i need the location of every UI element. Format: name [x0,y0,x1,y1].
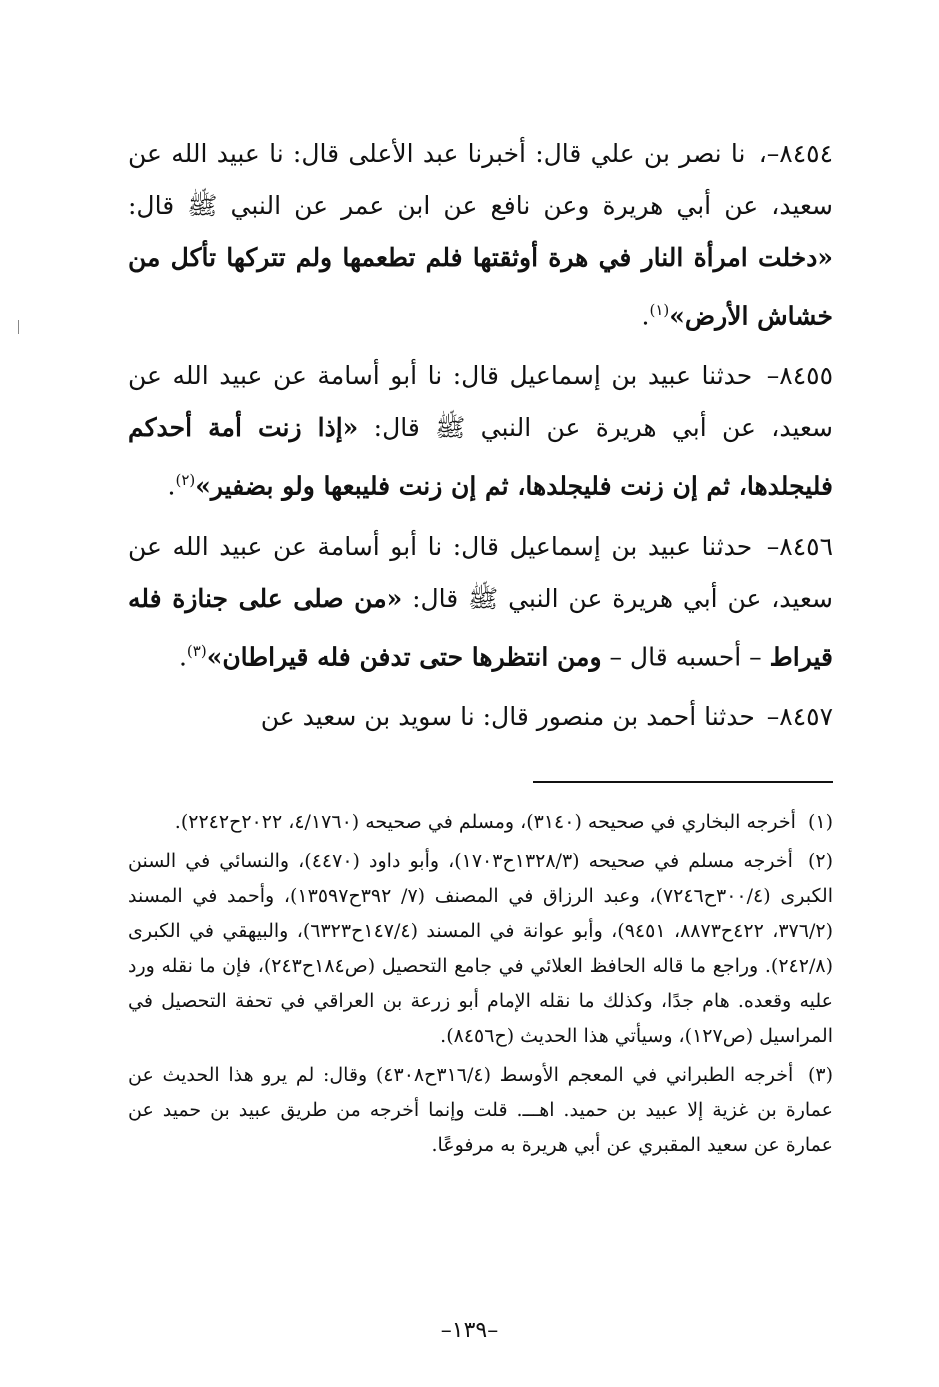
footnote-mark: (١) [807,810,833,833]
hadith-matn: «دخلت امرأة النار في هرة أوثقتها فلم تطعمها ولم تتركها تأكل من خشاش الأرض» [128,243,833,331]
hadith-end: . [178,641,187,671]
footnote-text: أخرجه مسلم في صحيحه (١٣٢٨/٣ح١٧٠٣)، وأبو داود (٤٤٧٠)، والنسائي في السنن الكبرى (٣٠٠/٤ح٧٢٤٦)، وعبد الرزاق في المصنف (٧/ ٣٩٢ح١٣٥٩٧)، وأحمد في المسند (٣٧٦/٢، ٤٢٢ح٨٨٧٣، ٩٤٥١)، وأبو عوانة في المسند (١٤٧/٤ح٦٣٢٣)، والبيهقي في الكبرى (٢٤٢/٨). وراجع ما قاله الحافظ العلائي في جامع التحصيل (ص١٨٤ح٢٤٣)، فإن ما نقله ورد عليه وقعده. هام جدًا، وكذلك ما نقله الإمام أبو زرعة بن العراقي في تحفة التحصيل في المراسيل (ص١٢٧)، وسيأتي هذا الحديث (ح٨٤٥٦). [128,849,834,1047]
hadith-matn-continued: ومن انتظرها حتى تدفن فله قيراطان» [206,641,602,671]
hadith-8454 [128,128,833,342]
footnote-text: أخرجه البخاري في صحيحه (٣١٤٠)، ومسلم في صحيحه (٤/١٧٦٠، ٢٠٢٢ح٢٢٤٢). [174,810,796,833]
hadith-8455 [128,350,833,512]
hadith-interjection: – أحسبه قال – [601,641,770,671]
hadith-number: ٨٤٥٤–، [758,139,833,168]
footnote-separator [533,781,833,783]
scan-speck [18,320,19,334]
footnote-text: أخرجه الطبراني في المعجم الأوسط (٣١٦/٤ح٤٣٠٨) وقال: لم يرو هذا الحديث عن عمارة بن غزية إلا عبيد بن حميد. اهـــ. قلت وإنما أخرجه من طريق عبيد بن حميد عن عمارة عن سعيد المقبري عن أبي هريرة به مرفوعًا. [128,1063,833,1156]
hadith-isnad: حدثنا عبيد بن إسماعيل قال: نا أبو أسامة عن عبيد الله عن سعيد، عن أبي هريرة عن النبي ﷺ قال: [128,361,833,443]
hadith-matn: «إذا زنت أمة أحدكم فليجلدها، ثم إن زنت فليجلدها، ثم إن زنت فليبعها ولو بضفير» [128,413,833,501]
hadith-8457 [128,691,833,743]
footnote-ref: (٢) [175,471,196,490]
footnote-mark: (٢) [807,849,833,872]
footnote-ref: (٣) [186,641,207,660]
footnote-3 [128,1058,833,1163]
hadith-number: ٨٤٥٥– [766,361,833,391]
hadith-number: ٨٤٥٦– [766,531,833,561]
hadith-isnad: حدثنا أحمد بن منصور قال: نا سويد بن سعيد عن [260,701,755,731]
page-body [128,128,833,1167]
hadith-matn: «من صلى على جنازة فله قيراط [128,583,833,671]
footnote-mark: (٣) [807,1063,833,1086]
hadith-isnad: نا نصر بن علي قال: أخبرنا عبد الأعلى قال: نا عبيد الله عن سعيد، عن أبي هريرة وعن نافع عن ابن عمر عن النبي ﷺ قال: [128,139,833,220]
page-number: –١٣٩– [440,1318,499,1343]
footnote-2 [128,844,833,1054]
hadith-number: ٨٤٥٧– [766,701,833,731]
hadith-isnad: حدثنا عبيد بن إسماعيل قال: نا أبو أسامة عن عبيد الله عن سعيد، عن أبي هريرة عن النبي ﷺ قال: [128,531,833,613]
hadith-end: . [641,301,650,331]
hadith-end: . [167,471,176,501]
footnote-ref: (١) [649,301,670,319]
footnote-1 [128,805,833,840]
hadith-8456 [128,521,833,683]
